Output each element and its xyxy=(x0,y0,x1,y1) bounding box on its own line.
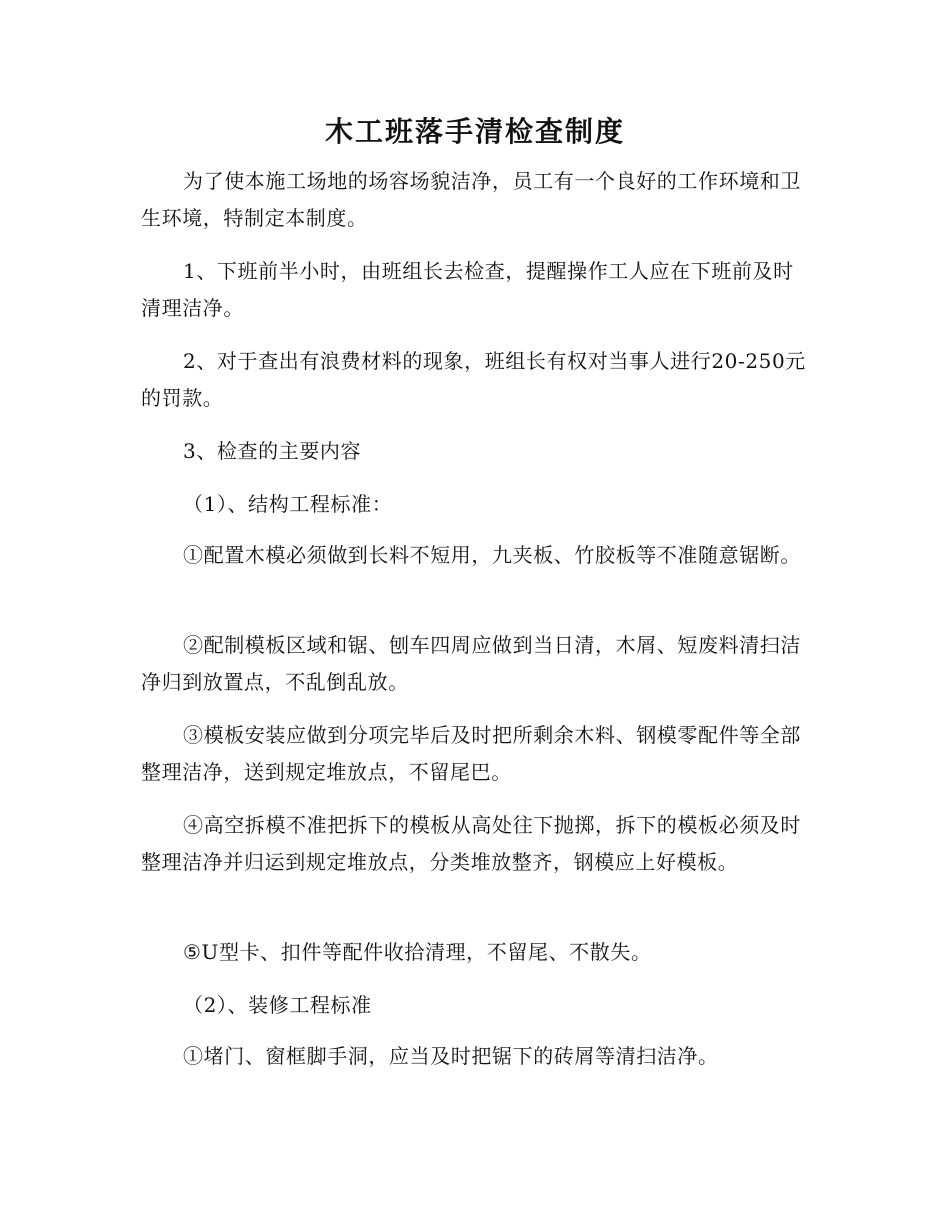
paragraph-structure-4: ④高空拆模不准把拆下的模板从高处往下抛掷，拆下的模板必须及时整理洁净并归运到规定堆放点，分类堆放整齐，钢模应上好模板。 xyxy=(141,813,801,874)
paragraph-item-2: 2、对于查出有浪费材料的现象，班组长有权对当事人进行20-250元的罚款。 xyxy=(141,349,806,410)
paragraph-structure-2: ②配制模板区域和锯、刨车四周应做到当日清，木屑、短废料清扫洁净归到放置点，不乱倒乱放。 xyxy=(141,633,801,694)
paragraph-structure-3: ③模板安装应做到分项完毕后及时把所剩余木料、钢模零配件等全部整理洁净，送到规定堆放点，不留尾巴。 xyxy=(141,723,801,784)
paragraph-intro: 为了使本施工场地的场容场貌洁净，员工有一个良好的工作环境和卫生环境，特制定本制度。 xyxy=(141,169,801,230)
paragraph-decoration-1: ①堵门、窗框脚手洞，应当及时把锯下的砖屑等清扫洁净。 xyxy=(183,1044,719,1068)
paragraph-section-decoration: （2）、装修工程标准 xyxy=(183,993,372,1017)
paragraph-item-1: 1、下班前半小时，由班组长去检查，提醒操作工人应在下班前及时清理洁净。 xyxy=(141,259,794,320)
paragraph-structure-5: ⑤U型卡、扣件等配件收拾清理，不留尾、不散失。 xyxy=(183,940,652,964)
document-title: 木工班落手清检查制度 xyxy=(324,115,625,148)
paragraph-section-structure: （1）、结构工程标准： xyxy=(183,492,393,516)
paragraph-structure-1: ①配置木模必须做到长料不短用，九夹板、竹胶板等不准随意锯断。 xyxy=(183,543,801,567)
paragraph-item-3: 3、检查的主要内容 xyxy=(183,439,362,463)
